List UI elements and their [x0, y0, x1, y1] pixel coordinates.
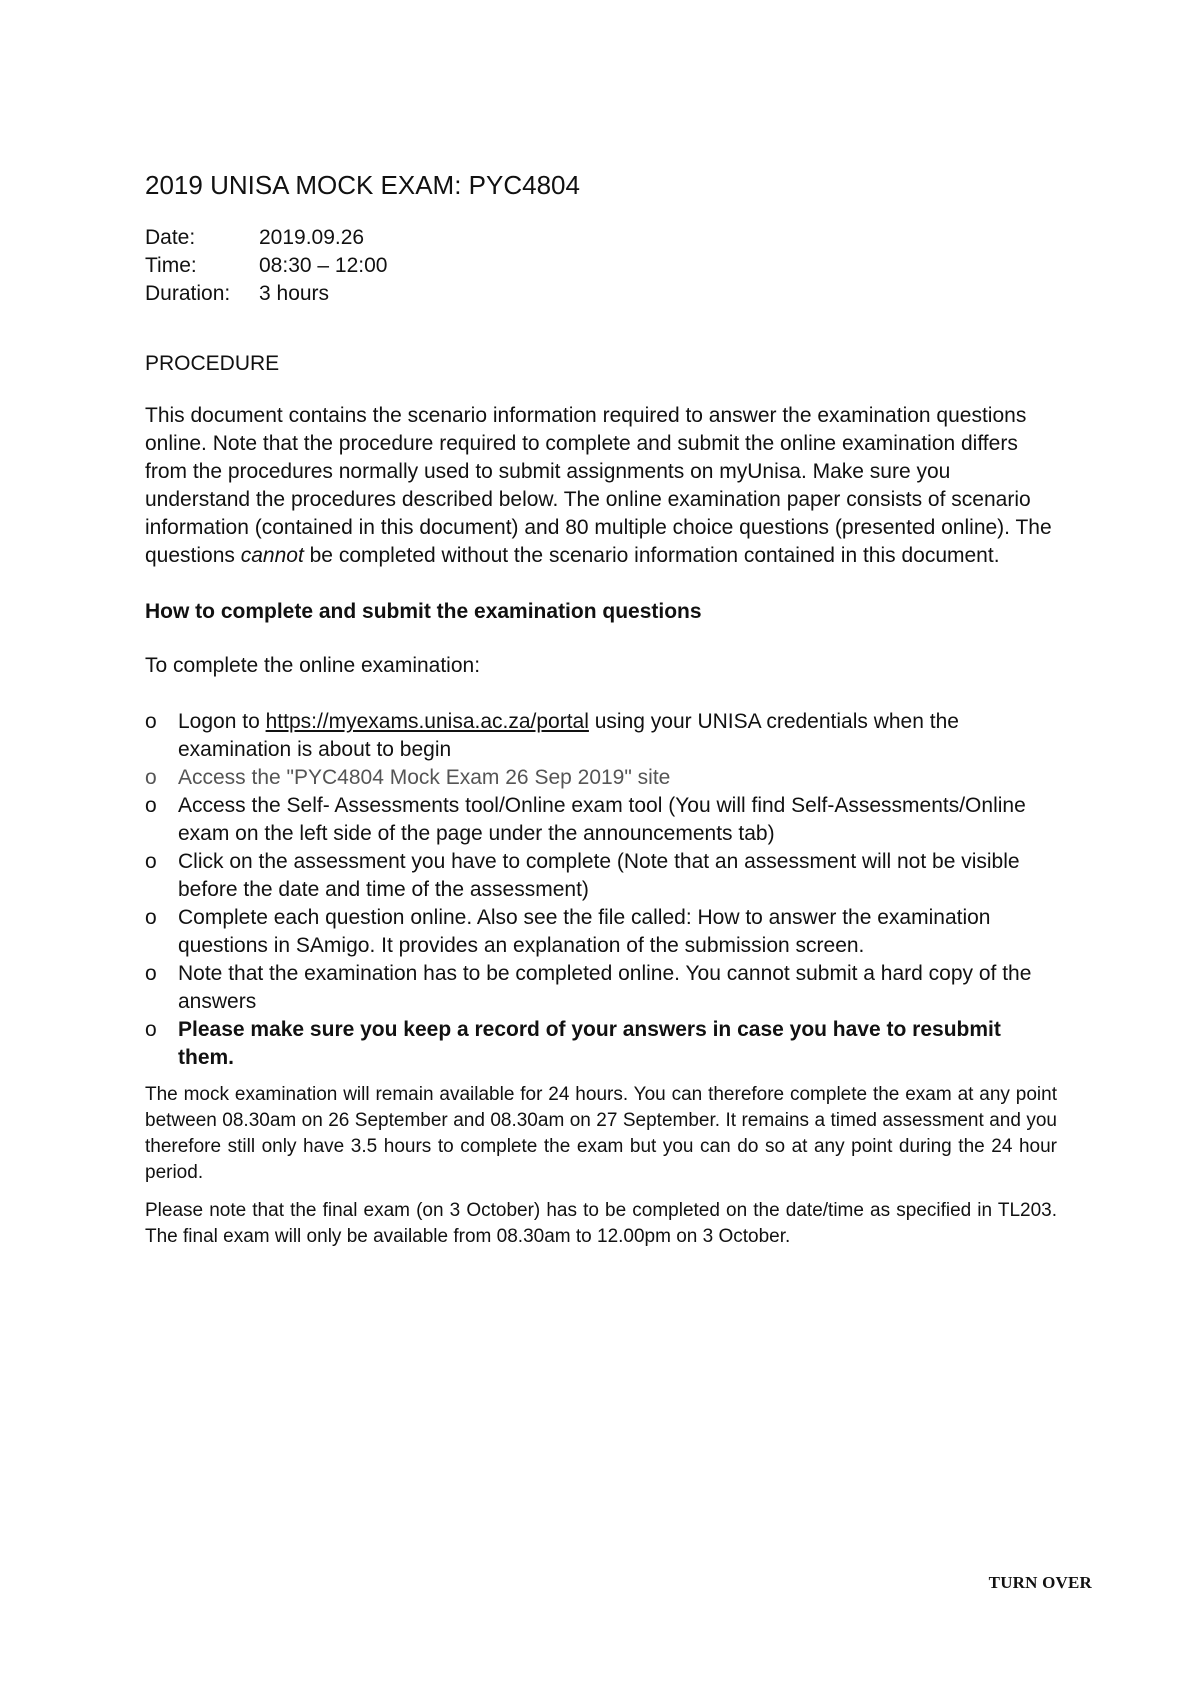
bullet-icon: o	[145, 794, 157, 817]
list-item-note-online	[145, 960, 1057, 1016]
intro-emphasis: cannot	[240, 544, 304, 567]
list-item-keep-record	[145, 1016, 1057, 1072]
list-item-access-tool	[145, 792, 1057, 848]
meta-label: Time:	[145, 254, 197, 277]
meta-value: 3 hours	[259, 282, 330, 305]
click-assessment-text: Click on the assessment you have to complete (Note that an assessment will not be visible before the date and time of the assessment)	[178, 850, 1020, 901]
list-item-complete-each	[145, 904, 1057, 960]
steps-list	[145, 708, 1057, 1072]
final-exam-paragraph: Please note that the final exam (on 3 October) has to be completed on the date/time as specified in TL203. The final exam will only be available from 08.30am to 12.00pm on 3 October.	[145, 1200, 1057, 1247]
steps-intro: To complete the online examination:	[145, 654, 481, 677]
keep-record-text: Please make sure you keep a record of your answers in case you have to resubmit them.	[178, 1018, 1001, 1069]
list-item-click-assessment	[145, 848, 1057, 904]
how-to-heading: How to complete and submit the examination questions	[145, 600, 702, 623]
turn-over-footer: TURN OVER	[988, 1573, 1092, 1592]
bullet-icon: o	[145, 906, 157, 929]
meta-value: 2019.09.26	[259, 226, 365, 249]
intro-paragraph	[145, 402, 1057, 570]
list-item-logon	[145, 708, 1057, 764]
document-body	[145, 168, 1057, 1250]
availability-paragraph: The mock examination will remain available for 24 hours. You can therefore complete the exam at any point between 08.30am on 26 September and 08.30am on 27 September. It remains a timed assessment and you therefore still only have 3.5 hours to complete the exam but you can do so at any point during the 24 hour period.	[145, 1084, 1057, 1183]
meta-row-date	[145, 224, 1057, 252]
note-online-text: Note that the examination has to be completed online. You cannot submit a hard copy of the answers	[178, 962, 1032, 1013]
bullet-icon: o	[145, 1018, 157, 1041]
exam-title: 2019 UNISA MOCK EXAM: PYC4804	[145, 170, 580, 200]
list-item-access-site	[145, 764, 1057, 792]
logon-suffix: using your UNISA credentials when the examination is about to begin	[178, 710, 959, 761]
exam-meta	[145, 224, 1057, 308]
bullet-icon: o	[145, 710, 157, 733]
meta-label: Duration:	[145, 282, 231, 305]
meta-row-time	[145, 252, 1057, 280]
meta-label: Date:	[145, 226, 196, 249]
access-tool-text: Access the Self- Assessments tool/Online exam tool (You will find Self-Assessments/Online exam on the left side of the page under the announcements tab)	[178, 794, 1026, 845]
meta-value: 08:30 – 12:00	[259, 254, 388, 277]
bullet-icon: o	[145, 850, 157, 873]
bullet-icon: o	[145, 766, 157, 789]
access-site-text: Access the "PYC4804 Mock Exam 26 Sep 2019" site	[178, 766, 671, 789]
intro-text-part2: be completed without the scenario information contained in this document.	[303, 544, 1000, 567]
bullet-icon: o	[145, 962, 157, 985]
complete-each-text: Complete each question online. Also see the file called: How to answer the examination questions in SAmigo. It provides an explanation of the submission screen.	[178, 906, 991, 957]
procedure-heading: PROCEDURE	[145, 352, 280, 375]
intro-text-part1: This document contains the scenario information required to answer the examination questions online. Note that the procedure required to complete and submit the online examination differs from the procedures normally used to submit assignments on myUnisa. Make sure you understand the procedures described below. The online examination paper consists of scenario information (contained in this document) and 80 multiple choice questions (presented online). The questions	[145, 404, 1052, 567]
portal-link[interactable]: https://myexams.unisa.ac.za/portal	[265, 710, 589, 733]
meta-row-duration	[145, 280, 1057, 308]
logon-prefix: Logon to	[178, 710, 266, 733]
